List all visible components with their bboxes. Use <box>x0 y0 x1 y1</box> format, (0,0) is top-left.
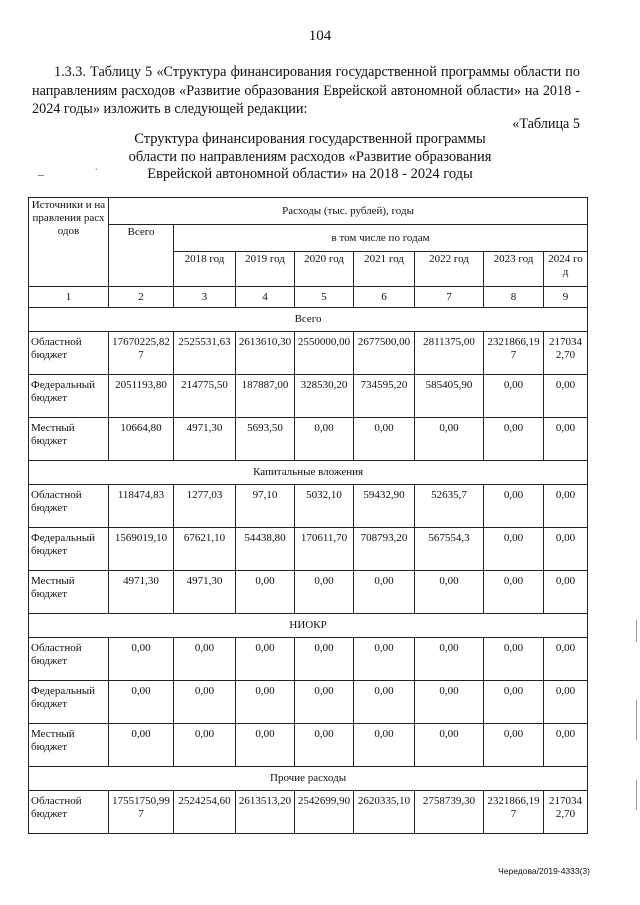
value-cell: 187887,00 <box>236 375 295 418</box>
header-expenses: Расходы (тыс. рублей), годы <box>109 198 588 225</box>
row-label: Областной бюджет <box>29 485 109 528</box>
value-cell: 2051193,80 <box>109 375 174 418</box>
value-cell: 0,00 <box>544 724 588 767</box>
intro-paragraph: 1.3.3. Таблицу 5 «Структура финансирования государственной программы области по направлениям расходов «Развитие образования Еврейской автономной области» на 2018 - 2024 годы» изложить в следующей редакции: <box>32 64 580 118</box>
value-cell: 67621,10 <box>174 528 236 571</box>
row-label: Местный бюджет <box>29 724 109 767</box>
column-number: 5 <box>295 287 354 308</box>
row-label: Областной бюджет <box>29 638 109 681</box>
header-year: 2020 год <box>295 252 354 287</box>
header-total: Всего <box>109 225 174 287</box>
scan-edge-mark <box>636 620 637 642</box>
section-row <box>29 461 588 485</box>
value-cell: 0,00 <box>484 724 544 767</box>
section-row <box>29 614 588 638</box>
page-number: 104 <box>308 28 332 44</box>
value-cell: 10664,80 <box>109 418 174 461</box>
value-cell: 0,00 <box>354 571 415 614</box>
value-cell: 0,00 <box>236 638 295 681</box>
header-year: 2022 год <box>415 252 484 287</box>
value-cell: 0,00 <box>484 638 544 681</box>
value-cell: 0,00 <box>484 528 544 571</box>
header-year: 2018 год <box>174 252 236 287</box>
value-cell: 0,00 <box>544 485 588 528</box>
value-cell: 2542699,90 <box>295 791 354 834</box>
section-title: Капитальные вложения <box>29 461 588 485</box>
value-cell: 2811375,00 <box>415 332 484 375</box>
scan-edge-mark <box>636 700 637 740</box>
value-cell: 0,00 <box>236 681 295 724</box>
table-caption <box>90 131 530 184</box>
value-cell: 2613610,30 <box>236 332 295 375</box>
value-cell: 2321866,197 <box>484 791 544 834</box>
value-cell: 0,00 <box>174 724 236 767</box>
value-cell: 17551750,997 <box>109 791 174 834</box>
scan-mark: ` <box>95 167 98 177</box>
row-label: Областной бюджет <box>29 332 109 375</box>
value-cell: 0,00 <box>544 681 588 724</box>
column-number: 8 <box>484 287 544 308</box>
header-year: 2021 год <box>354 252 415 287</box>
value-cell: 2524254,60 <box>174 791 236 834</box>
value-cell: 0,00 <box>544 528 588 571</box>
header-including-by-years: в том числе по годам <box>174 225 588 252</box>
value-cell: 0,00 <box>544 638 588 681</box>
value-cell: 0,00 <box>415 571 484 614</box>
row-label: Местный бюджет <box>29 571 109 614</box>
value-cell: 5693,50 <box>236 418 295 461</box>
column-number: 4 <box>236 287 295 308</box>
value-cell: 214775,50 <box>174 375 236 418</box>
value-cell: 0,00 <box>236 724 295 767</box>
table-reference: «Таблица 5 <box>512 116 580 132</box>
caption-line: Еврейской автономной области» на 2018 - 2024 годы <box>147 166 473 182</box>
section-title: НИОКР <box>29 614 588 638</box>
value-cell: 0,00 <box>484 571 544 614</box>
caption-line: области по направлениям расходов «Развитие образования <box>128 148 492 165</box>
value-cell: 0,00 <box>544 375 588 418</box>
row-label: Местный бюджет <box>29 418 109 461</box>
column-number: 1 <box>29 287 109 308</box>
caption-line: Структура финансирования государственной программы <box>134 131 486 147</box>
value-cell: 0,00 <box>544 571 588 614</box>
header-sources: Источники и направления расходов <box>29 198 109 287</box>
table-row <box>29 332 588 375</box>
value-cell: 4971,30 <box>174 418 236 461</box>
value-cell: 2677500,00 <box>354 332 415 375</box>
value-cell: 0,00 <box>484 375 544 418</box>
value-cell: 0,00 <box>354 681 415 724</box>
column-number: 2 <box>109 287 174 308</box>
value-cell: 2550000,00 <box>295 332 354 375</box>
row-label: Федеральный бюджет <box>29 528 109 571</box>
value-cell: 0,00 <box>295 571 354 614</box>
table-row <box>29 724 588 767</box>
value-cell: 0,00 <box>174 638 236 681</box>
value-cell: 0,00 <box>295 638 354 681</box>
value-cell: 1277,03 <box>174 485 236 528</box>
value-cell: 118474,83 <box>109 485 174 528</box>
value-cell: 734595,20 <box>354 375 415 418</box>
value-cell: 0,00 <box>354 638 415 681</box>
row-label: Областной бюджет <box>29 791 109 834</box>
value-cell: 0,00 <box>415 724 484 767</box>
table-row <box>29 681 588 724</box>
value-cell: 2170342,70 <box>544 332 588 375</box>
section-title: Всего <box>29 308 588 332</box>
financing-structure-table <box>28 197 588 834</box>
value-cell: 0,00 <box>109 724 174 767</box>
value-cell: 567554,3 <box>415 528 484 571</box>
value-cell: 0,00 <box>415 681 484 724</box>
column-number: 3 <box>174 287 236 308</box>
section-row <box>29 308 588 332</box>
value-cell: 2321866,197 <box>484 332 544 375</box>
value-cell: 97,10 <box>236 485 295 528</box>
document-code: Чередова/2019-4333(3) <box>498 866 590 876</box>
value-cell: 328530,20 <box>295 375 354 418</box>
scan-mark: – <box>38 167 44 181</box>
row-label: Федеральный бюджет <box>29 681 109 724</box>
section-row <box>29 767 588 791</box>
value-cell: 1569019,10 <box>109 528 174 571</box>
column-number: 7 <box>415 287 484 308</box>
value-cell: 52635,7 <box>415 485 484 528</box>
table-row <box>29 791 588 834</box>
value-cell: 54438,80 <box>236 528 295 571</box>
value-cell: 2525531,63 <box>174 332 236 375</box>
table-row <box>29 571 588 614</box>
value-cell: 4971,30 <box>109 571 174 614</box>
column-number: 6 <box>354 287 415 308</box>
value-cell: 0,00 <box>484 681 544 724</box>
value-cell: 0,00 <box>544 418 588 461</box>
column-number: 9 <box>544 287 588 308</box>
value-cell: 0,00 <box>484 485 544 528</box>
value-cell: 0,00 <box>415 638 484 681</box>
header-year: 2023 год <box>484 252 544 287</box>
table-row <box>29 485 588 528</box>
value-cell: 708793,20 <box>354 528 415 571</box>
value-cell: 2758739,30 <box>415 791 484 834</box>
header-year: 2024 год <box>544 252 588 287</box>
table-row <box>29 418 588 461</box>
value-cell: 0,00 <box>295 418 354 461</box>
value-cell: 0,00 <box>354 418 415 461</box>
value-cell: 2170342,70 <box>544 791 588 834</box>
scan-edge-mark <box>636 780 637 810</box>
value-cell: 170611,70 <box>295 528 354 571</box>
value-cell: 585405,90 <box>415 375 484 418</box>
value-cell: 0,00 <box>174 681 236 724</box>
value-cell: 2613513,20 <box>236 791 295 834</box>
table-row <box>29 638 588 681</box>
row-label: Федеральный бюджет <box>29 375 109 418</box>
value-cell: 0,00 <box>415 418 484 461</box>
header-year: 2019 год <box>236 252 295 287</box>
value-cell: 17670225,827 <box>109 332 174 375</box>
value-cell: 4971,30 <box>174 571 236 614</box>
value-cell: 59432,90 <box>354 485 415 528</box>
value-cell: 0,00 <box>236 571 295 614</box>
value-cell: 0,00 <box>484 418 544 461</box>
value-cell: 2620335,10 <box>354 791 415 834</box>
table-row <box>29 375 588 418</box>
value-cell: 5032,10 <box>295 485 354 528</box>
column-numbers-row <box>29 287 588 308</box>
section-title: Прочие расходы <box>29 767 588 791</box>
value-cell: 0,00 <box>295 724 354 767</box>
value-cell: 0,00 <box>109 681 174 724</box>
value-cell: 0,00 <box>354 724 415 767</box>
value-cell: 0,00 <box>109 638 174 681</box>
table-row <box>29 528 588 571</box>
value-cell: 0,00 <box>295 681 354 724</box>
